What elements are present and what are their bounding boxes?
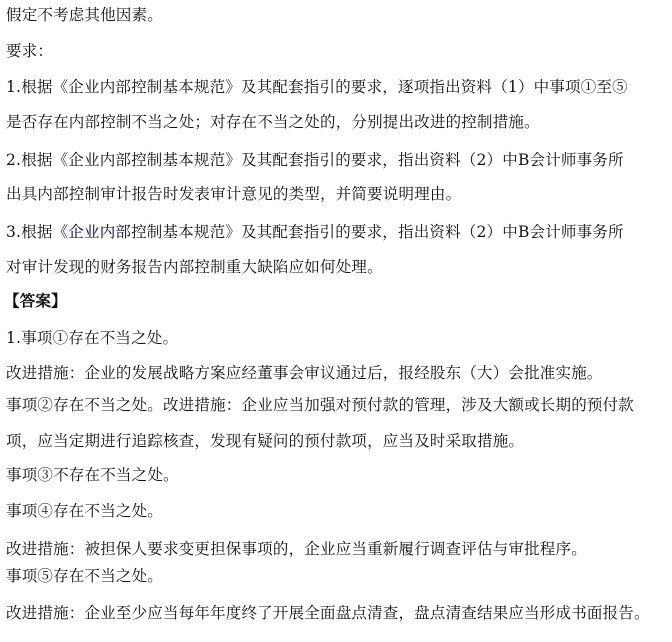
- requirements-heading: 要求：: [6, 42, 54, 60]
- answer-item-4: 事项④存在不当之处。: [6, 502, 164, 520]
- answer-heading: 【答案】: [4, 291, 67, 310]
- answer-item-3: 事项③不存在不当之处。: [6, 466, 179, 484]
- requirement-1-line-2: 是否存在内部控制不当之处；对存在不当之处的，分别提出改进的控制措施。: [6, 113, 540, 131]
- answer-item-1-improvement: 改进措施：企业的发展战略方案应经董事会审议通过后，报经股东（大）会批准实施。: [6, 364, 603, 382]
- requirement-3-line-1: 3.根据《企业内部控制基本规范》及其配套指引的要求，指出资料（2）中B会计师事务所: [6, 223, 624, 241]
- answer-item-1: 1.事项①存在不当之处。: [6, 329, 179, 347]
- requirement-1-line-1: 1.根据《企业内部控制基本规范》及其配套指引的要求，逐项指出资料（1）中事项①至⑤: [6, 78, 628, 96]
- answer-item-2-line-1: 事项②存在不当之处。改进措施：企业应当加强对预付款的管理，涉及大额或长期的预付款: [6, 396, 635, 414]
- requirement-3-line-2: 对审计发现的财务报告内部控制重大缺陷应如何处理。: [6, 258, 383, 276]
- assumption-line: 假定不考虑其他因素。: [6, 6, 164, 24]
- answer-item-5: 事项⑤存在不当之处。: [6, 567, 164, 585]
- answer-item-5-improvement: 改进措施：企业至少应当每年年度终了开展全面盘点清查，盘点清查结果应当形成书面报告。: [6, 604, 650, 622]
- requirement-2-line-2: 出具内部控制审计报告时发表审计意见的类型，并简要说明理由。: [6, 185, 462, 203]
- answer-item-2-line-2: 项，应当定期进行追踪核查，发现有疑问的预付款项，应当及时采取措施。: [6, 432, 525, 450]
- answer-item-4-improvement: 改进措施：被担保人要求变更担保事项的，企业应当重新履行调查评估与审批程序。: [6, 540, 587, 558]
- requirement-2-line-1: 2.根据《企业内部控制基本规范》及其配套指引的要求，指出资料（2）中B会计师事务所: [6, 151, 624, 169]
